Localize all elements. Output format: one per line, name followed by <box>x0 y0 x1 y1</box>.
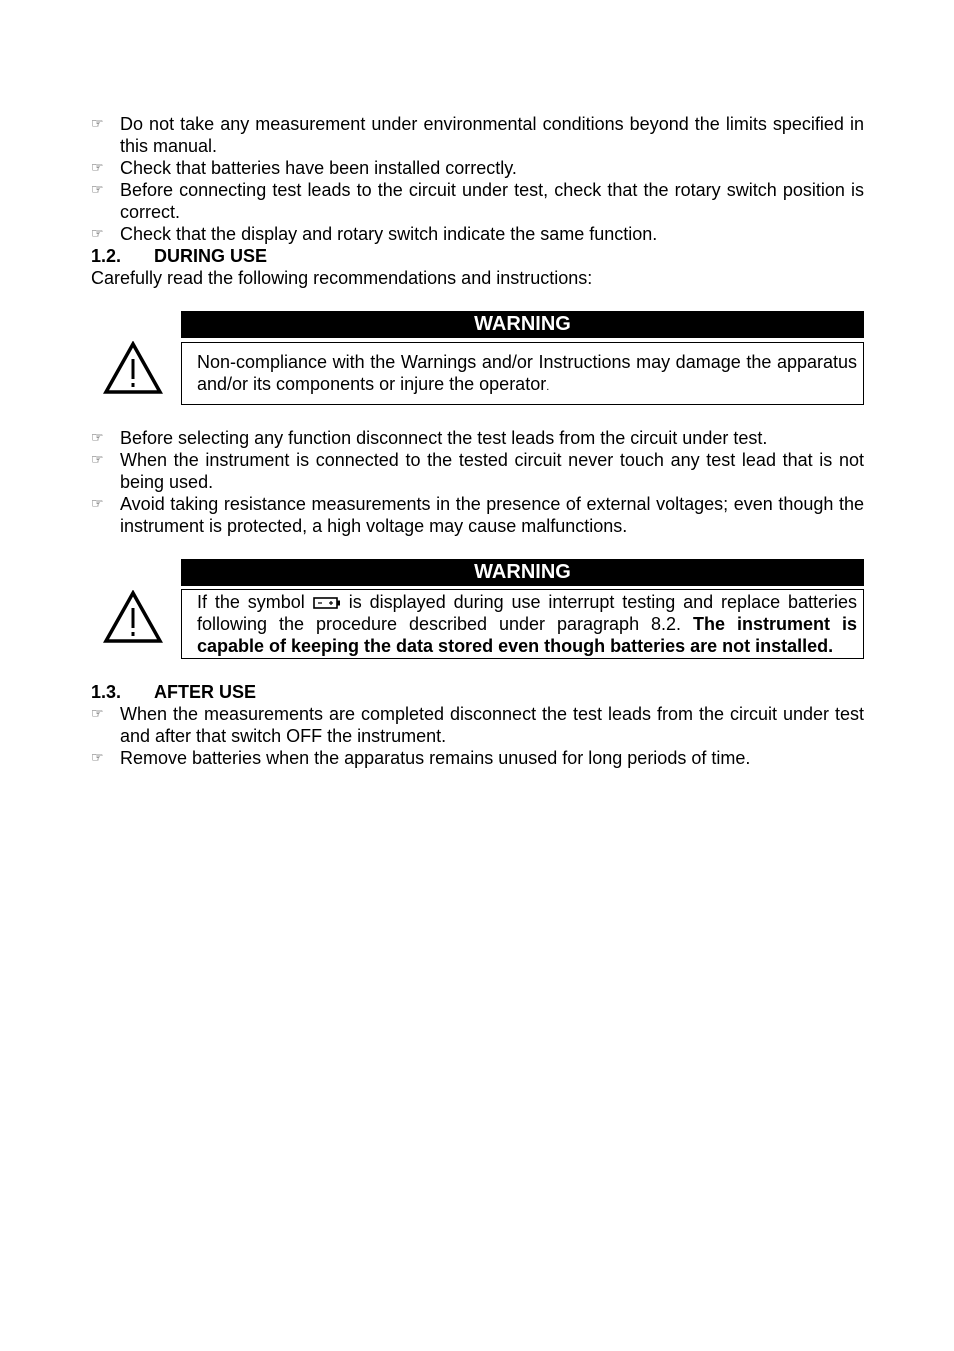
pointing-hand-icon: ☞ <box>91 182 104 198</box>
pointing-hand-icon: ☞ <box>91 706 104 722</box>
page-content <box>91 113 864 769</box>
list-item-text: Avoid taking resistance measurements in the presence of external voltages; even though the instrument is protected, a high voltage may cause malfunctions. <box>120 494 864 536</box>
pointing-hand-icon: ☞ <box>91 226 104 242</box>
list-item-text: Check that batteries have been installed correctly. <box>120 158 517 178</box>
warning-text-before: If the symbol <box>197 592 305 612</box>
section-heading-after-use <box>91 681 864 703</box>
list-item-text: Before connecting test leads to the circuit under test, check that the rotary switch position is correct. <box>120 180 864 222</box>
warning-text <box>181 589 864 659</box>
warning-triangle-icon <box>103 590 163 644</box>
warning-box-2 <box>181 559 864 659</box>
warning-text-after: is displayed during use interrupt testing and replace batteries following the procedure described under paragraph 8.2. <box>197 592 857 634</box>
warning-title: WARNING <box>181 559 864 586</box>
warning-text-bold: The instrument is capable of keeping the data stored even though batteries are not installed. <box>197 614 857 656</box>
list-item <box>91 223 864 245</box>
pointing-hand-icon: ☞ <box>91 496 104 512</box>
bullets-before-use <box>91 113 864 245</box>
section-number: 1.2. <box>91 246 122 266</box>
pointing-hand-icon: ☞ <box>91 160 104 176</box>
pointing-hand-icon: ☞ <box>91 750 104 766</box>
list-item <box>91 747 864 769</box>
list-item-text: Do not take any measurement under environmental conditions beyond the limits specified in this manual. <box>120 114 864 156</box>
warning-box-1 <box>181 311 864 405</box>
battery-low-icon <box>313 597 341 609</box>
list-item <box>91 703 864 747</box>
list-item-text: Remove batteries when the apparatus remains unused for long periods of time. <box>120 748 751 768</box>
list-item <box>91 427 864 449</box>
warning-triangle-icon <box>103 341 163 395</box>
pointing-hand-icon: ☞ <box>91 452 104 468</box>
list-item <box>91 493 864 537</box>
pointing-hand-icon: ☞ <box>91 430 104 446</box>
list-item-text: When the instrument is connected to the tested circuit never touch any test lead that is not being used. <box>120 450 864 492</box>
list-item <box>91 157 864 179</box>
list-item-text: When the measurements are completed disconnect the test leads from the circuit under test and after that switch OFF the instrument. <box>120 704 864 746</box>
section-title: AFTER USE <box>154 682 257 702</box>
bullets-during-use <box>91 427 864 537</box>
list-item-text: Before selecting any function disconnect the test leads from the circuit under test. <box>120 428 768 448</box>
section-number: 1.3. <box>91 682 122 702</box>
list-item-text: Check that the display and rotary switch indicate the same function. <box>120 224 658 244</box>
pointing-hand-icon: ☞ <box>91 116 104 132</box>
warning-text <box>181 342 864 405</box>
list-item <box>91 113 864 157</box>
list-item <box>91 449 864 493</box>
intro-text: Carefully read the following recommendations and instructions: <box>91 268 593 288</box>
warning-text-main: Non-compliance with the Warnings and/or Instructions may damage the apparatus and/or its components or injure the operator <box>197 352 857 394</box>
warning-text-end: . <box>546 381 550 393</box>
bullets-after-use <box>91 703 864 769</box>
section-heading-during-use <box>91 245 864 267</box>
section-title: DURING USE <box>154 246 268 266</box>
list-item <box>91 179 864 223</box>
warning-title: WARNING <box>181 311 864 338</box>
